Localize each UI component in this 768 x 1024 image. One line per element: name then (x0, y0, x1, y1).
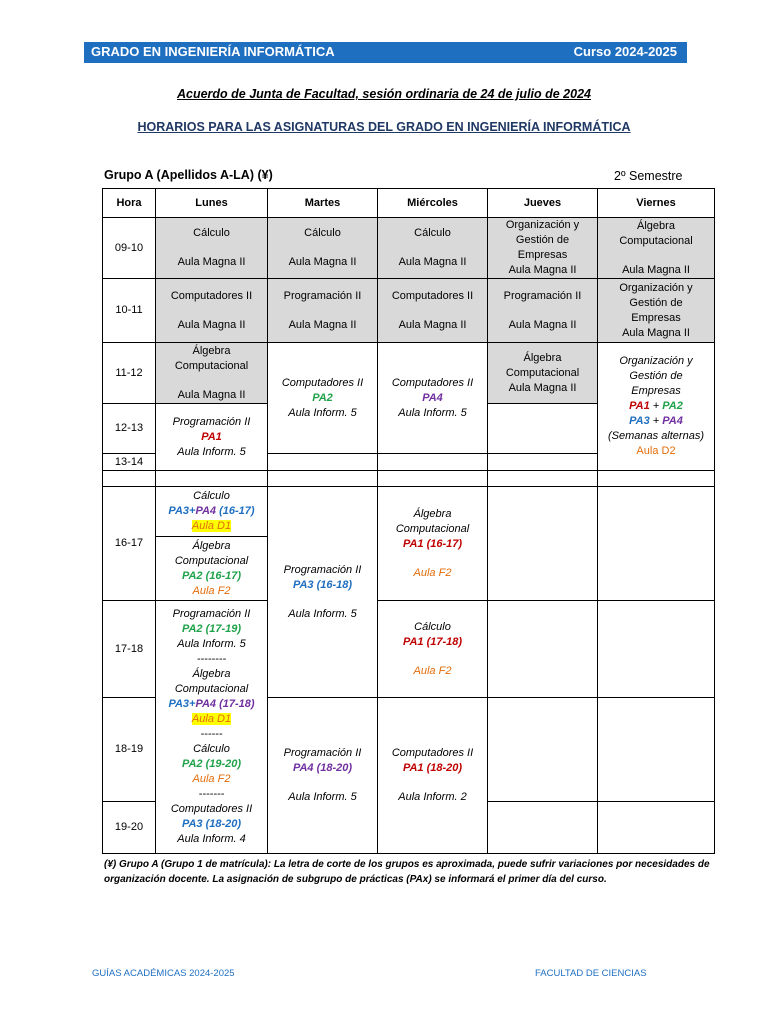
practice-group: PA2 (16-17) (181, 569, 242, 582)
slot-cell (598, 279, 715, 343)
practice-group: PA3+ (168, 504, 196, 517)
room: Aula Inform. 5 (288, 406, 357, 419)
slot-cell (378, 601, 488, 698)
subject: Computadores II (281, 376, 364, 389)
subject: Cálculo (193, 489, 230, 502)
room: Aula Magna II (508, 318, 577, 331)
subject: Computadores II (391, 747, 474, 759)
hour-cell: 13-14 (103, 454, 156, 471)
table-row (103, 279, 715, 343)
subject: Computadores II (391, 376, 474, 389)
practice-group: PA1 (201, 430, 222, 443)
agreement-line: Acuerdo de Junta de Facultad, sesión ordinaria de 24 de julio de 2024 (176, 87, 591, 101)
slot-cell (268, 698, 378, 854)
col-header-monday: Lunes (156, 189, 268, 218)
hour-cell: 16-17 (103, 487, 156, 601)
subject: Cálculo (304, 227, 341, 239)
subject: Organización y (619, 355, 693, 367)
slot-cell (598, 218, 715, 279)
room: Aula Inform. 5 (177, 638, 246, 650)
subject: Álgebra (523, 351, 562, 364)
page-title: HORARIOS PARA LAS ASIGNATURAS DEL GRADO EN INGENIERÍA INFORMÁTICA (137, 120, 631, 134)
room: Aula Magna II (177, 318, 246, 331)
subject: Cálculo (414, 227, 451, 239)
subject: Álgebra (413, 507, 452, 520)
practice-group: PA2 (662, 400, 683, 412)
subject: Computacional (174, 359, 249, 372)
empty-cell (598, 487, 715, 601)
practice-group: PA2 (17-19) (181, 623, 242, 635)
subject: Programación II (172, 608, 251, 620)
practice-group: PA4 (17-18) (195, 698, 255, 710)
col-header-friday: Viernes (598, 189, 715, 218)
slot-cell (488, 218, 598, 279)
slot-cell (598, 343, 715, 471)
slot-cell (268, 487, 378, 698)
room: Aula Magna II (177, 256, 246, 268)
room: Aula Inform. 2 (398, 791, 467, 803)
slot-cell (378, 279, 488, 343)
slot-cell (378, 343, 488, 454)
room: Aula Magna II (177, 388, 246, 401)
slot-cell (156, 404, 268, 471)
empty-cell (268, 454, 378, 471)
subject: Empresas (631, 385, 681, 397)
room: Aula D1 (191, 519, 232, 532)
practice-group: PA3 (629, 415, 650, 427)
col-header-wednesday: Miércoles (378, 189, 488, 218)
empty-cell (598, 601, 715, 698)
empty-cell (488, 698, 598, 802)
practice-group: PA3 (18-20) (181, 818, 242, 830)
subject: Computacional (505, 366, 580, 379)
subject: Empresas (517, 249, 568, 261)
practice-group: PA2 (312, 391, 333, 404)
empty-cell (598, 802, 715, 854)
room: Aula Inform. 5 (288, 791, 357, 803)
table-spacer-row (103, 471, 715, 487)
subject: Gestión de (629, 296, 683, 309)
empty-cell (488, 601, 598, 698)
header-banner (84, 42, 687, 63)
room: Aula F2 (413, 664, 452, 677)
room: Aula F2 (413, 566, 452, 579)
subject: Álgebra (192, 344, 231, 357)
subject: Cálculo (414, 620, 451, 633)
subject: Programación II (503, 289, 582, 302)
semester-label: 2º Semestre (614, 169, 683, 183)
subject: Programación II (283, 747, 362, 759)
separator: -------- (196, 653, 227, 665)
slot-cell (268, 279, 378, 343)
subject: Organización y (505, 219, 580, 231)
empty-cell (488, 487, 598, 601)
room: Aula Inform. 4 (177, 833, 246, 845)
slot-cell (156, 601, 268, 854)
hour-cell: 12-13 (103, 404, 156, 454)
subject: Cálculo (193, 743, 230, 755)
subject: Computacional (174, 683, 249, 695)
practice-group: PA1 (18-20) (402, 762, 463, 774)
slot-cell (378, 218, 488, 279)
subject: Cálculo (193, 227, 230, 239)
room: Aula Inform. 5 (398, 406, 467, 419)
empty-cell (488, 802, 598, 854)
room: Aula F2 (192, 584, 231, 597)
practice-group: PA3 (16-18) (292, 578, 353, 591)
degree-title: GRADO EN INGENIERÍA INFORMÁTICA (91, 44, 335, 59)
subject: Computadores II (170, 803, 253, 815)
practice-group: PA1 (16-17) (402, 537, 463, 550)
empty-cell (598, 698, 715, 802)
plus-sign: + (652, 415, 660, 427)
subject: Computacional (619, 234, 693, 247)
room: Aula Magna II (288, 256, 357, 268)
practice-group: PA1 (17-18) (402, 635, 463, 648)
table-row (103, 218, 715, 279)
footer-right: FACULTAD DE CIENCIAS (535, 968, 647, 979)
practice-group: PA4 (18-20) (292, 762, 353, 774)
subject: Computadores II (391, 289, 474, 302)
hour-cell: 11-12 (103, 343, 156, 404)
hour-cell: 09-10 (103, 218, 156, 279)
empty-cell (378, 454, 488, 471)
slot-cell (268, 343, 378, 454)
hour-cell: 10-11 (103, 279, 156, 343)
schedule-table (102, 188, 715, 854)
col-header-hour: Hora (103, 189, 156, 218)
room: Aula F2 (192, 773, 231, 785)
separator: ------- (198, 788, 225, 800)
col-header-thursday: Jueves (488, 189, 598, 218)
practice-group: PA3+ (168, 698, 196, 710)
subject: Programación II (283, 563, 362, 576)
subject: Álgebra (637, 219, 675, 232)
slot-cell (488, 343, 598, 404)
practice-group: PA1 (629, 400, 650, 412)
subject: Álgebra (192, 539, 231, 552)
slot-cell (268, 218, 378, 279)
room: Aula Magna II (288, 318, 357, 331)
room: Aula Magna II (622, 326, 690, 339)
subject: Gestión de (629, 370, 683, 382)
room: Aula Magna II (398, 318, 467, 331)
slot-cell (156, 487, 268, 601)
footnote: (¥) Grupo A (Grupo 1 de matrícula): La letra de corte de los grupos es aproximada, puede sufrir variaciones por necesidades de organización docente. La asignación de subgrupo de prácticas (PAx) se informará el primer día del curso. (104, 859, 710, 885)
room: Aula Magna II (622, 263, 690, 276)
slot-cell (156, 343, 268, 404)
alternate-weeks-note: (Semanas alternas) (608, 430, 704, 442)
slot-cell (378, 698, 488, 854)
table-row (103, 343, 715, 404)
slot-cell (488, 279, 598, 343)
room: Aula Magna II (508, 264, 577, 276)
practice-group: PA2 (19-20) (181, 758, 242, 770)
plus-sign: + (652, 400, 660, 412)
practice-group: PA4 (662, 415, 683, 427)
footer-left: GUÍAS ACADÉMICAS 2024-2025 (92, 968, 235, 979)
subject: Organización y (619, 281, 693, 294)
room: Aula Inform. 5 (177, 445, 246, 458)
subject: Programación II (172, 415, 251, 428)
empty-cell (488, 404, 598, 454)
room: Aula Inform. 5 (288, 607, 357, 620)
table-row (103, 487, 715, 601)
hour-cell: 17-18 (103, 601, 156, 698)
room: Aula D2 (636, 445, 676, 457)
practice-group: PA4 (422, 391, 443, 404)
subject: Computadores II (170, 289, 253, 302)
slot-cell (378, 487, 488, 601)
subject: Programación II (283, 289, 362, 302)
subject: Gestión de (515, 234, 570, 246)
subject: Computacional (395, 522, 470, 535)
hour-cell: 19-20 (103, 802, 156, 854)
subject: Empresas (631, 311, 681, 324)
table-header-row (103, 189, 715, 218)
room: Aula Magna II (508, 381, 577, 394)
slot-cell (156, 218, 268, 279)
subject: Computacional (174, 554, 249, 567)
subject: Álgebra (192, 668, 231, 680)
hour-cell: 18-19 (103, 698, 156, 802)
slot-cell (156, 279, 268, 343)
table-row (103, 601, 715, 698)
separator: ------ (200, 728, 223, 740)
course-year: Curso 2024-2025 (573, 44, 677, 59)
empty-cell (488, 454, 598, 471)
col-header-tuesday: Martes (268, 189, 378, 218)
room: Aula D1 (191, 713, 232, 725)
room: Aula Magna II (398, 256, 467, 268)
practice-group: PA4 (195, 504, 217, 517)
group-label: Grupo A (Apellidos A-LA) (¥) (104, 168, 273, 182)
hour-range: (16-17) (219, 504, 255, 517)
